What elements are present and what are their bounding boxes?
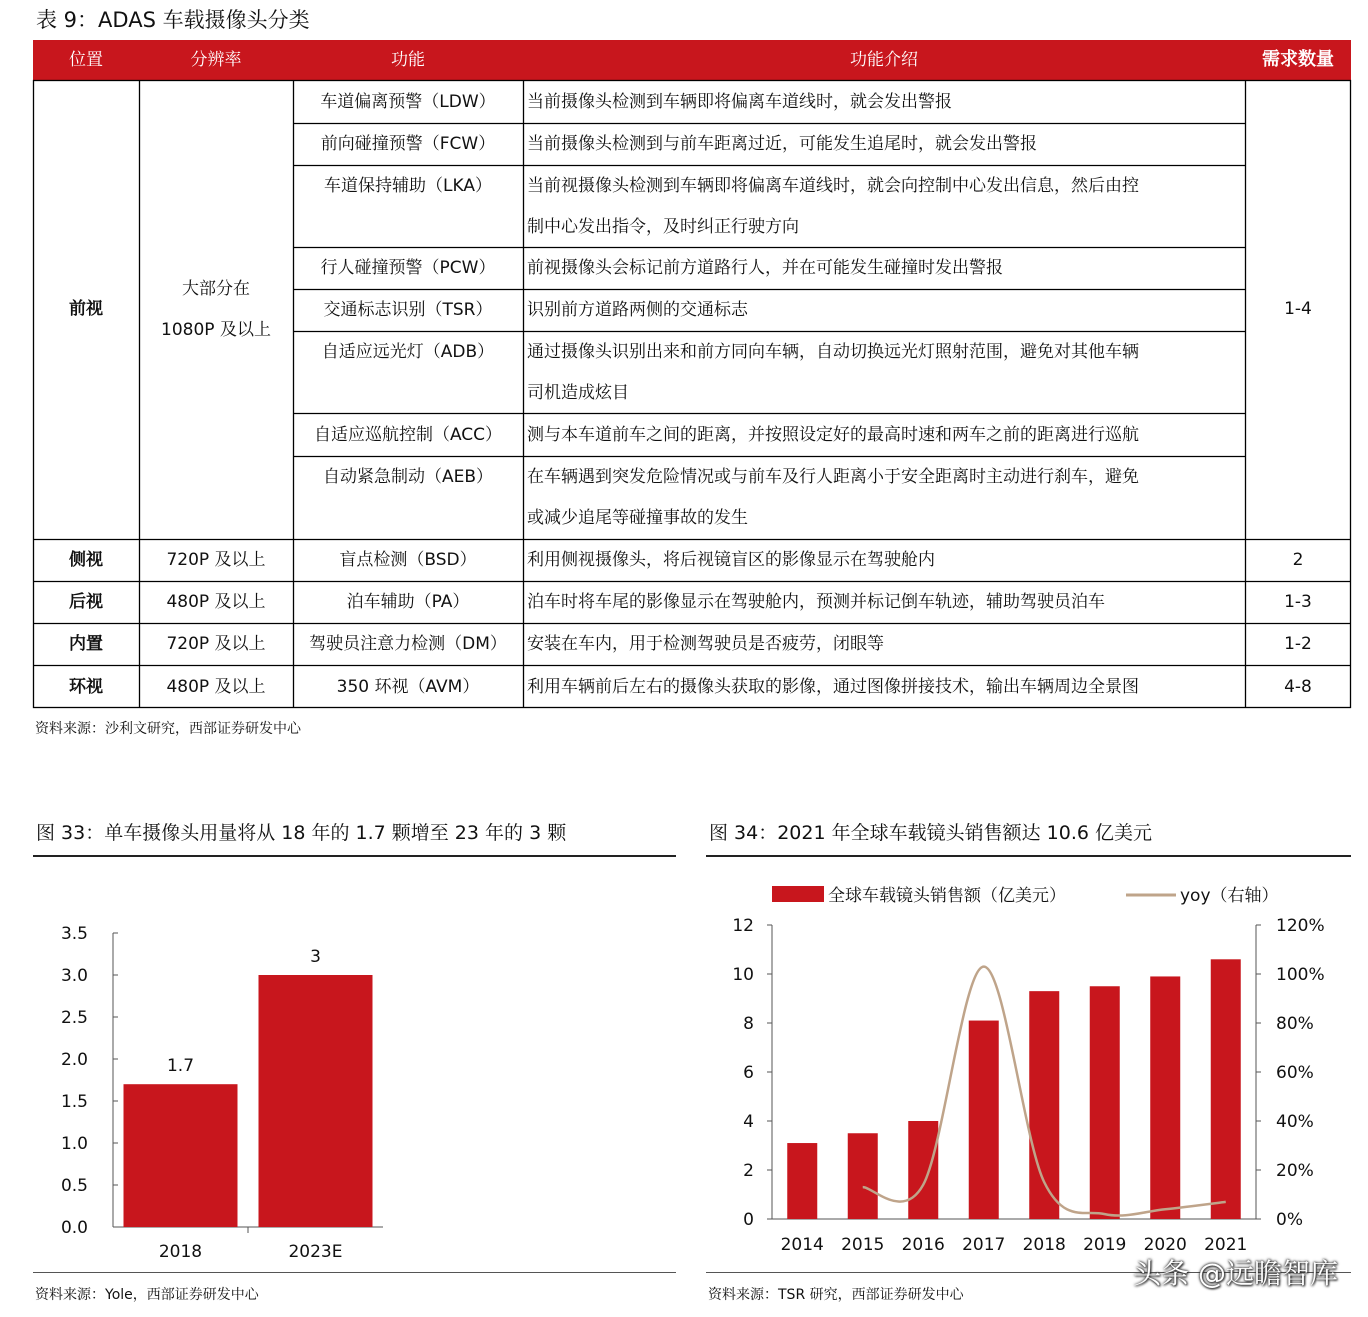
x-tick-label: 2019 bbox=[1083, 1235, 1127, 1255]
left-y-tick-label: 12 bbox=[732, 916, 754, 936]
desc-cell: 当前摄像头检测到与前车距离过近，可能发生追尾时，就会发出警报 bbox=[527, 134, 1037, 154]
position-cell: 侧视 bbox=[69, 550, 103, 570]
y-tick-label: 2.0 bbox=[60, 1050, 88, 1070]
function-cell: 行人碰撞预警（PCW） bbox=[320, 258, 496, 278]
legend-label-bar: 全球车载镜头销售额（亿美元） bbox=[828, 886, 1066, 906]
resolution-line: 大部分在 bbox=[182, 278, 250, 299]
right-y-tick-label: 120% bbox=[1276, 916, 1325, 936]
x-tick-label: 2016 bbox=[901, 1235, 945, 1255]
desc-line: 制中心发出指令，及时纠正行驶方向 bbox=[527, 216, 799, 237]
right-y-tick-label: 100% bbox=[1276, 965, 1325, 985]
figure33-chart bbox=[33, 860, 676, 1270]
left-y-tick-label: 10 bbox=[732, 965, 754, 985]
right-y-tick-label: 40% bbox=[1276, 1112, 1314, 1132]
x-tick-label: 2021 bbox=[1204, 1235, 1248, 1255]
bar bbox=[969, 1021, 999, 1219]
figure34-source: 资料来源：TSR 研究，西部证券研发中心 bbox=[708, 1287, 964, 1303]
position-cell: 内置 bbox=[69, 634, 103, 654]
figure33-title: 图 33：单车摄像头用量将从 18 年的 1.7 颗增至 23 年的 3 颗 bbox=[36, 822, 567, 844]
bar bbox=[1090, 986, 1120, 1219]
demand-cell: 2 bbox=[1292, 550, 1304, 570]
x-tick-label: 2023E bbox=[288, 1242, 343, 1262]
resolution-cell bbox=[139, 80, 293, 539]
x-tick-label: 2020 bbox=[1143, 1235, 1187, 1255]
desc-cell: 前视摄像头会标记前方道路行人，并在可能发生碰撞时发出警报 bbox=[527, 258, 1003, 278]
desc-line: 或减少追尾等碰撞事故的发生 bbox=[527, 508, 748, 528]
right-y-tick-label: 60% bbox=[1276, 1063, 1314, 1083]
bar bbox=[1211, 959, 1241, 1219]
resolution-cell: 720P 及以上 bbox=[166, 550, 266, 570]
function-cell: 前向碰撞预警（FCW） bbox=[320, 134, 496, 154]
y-tick-label: 0.5 bbox=[60, 1176, 88, 1196]
y-tick-label: 1.5 bbox=[60, 1092, 88, 1112]
header-function-desc: 功能介绍 bbox=[850, 50, 918, 70]
header-position: 位置 bbox=[69, 50, 103, 70]
desc-cell: 当前摄像头检测到车辆即将偏离车道线时，就会发出警报 bbox=[527, 91, 952, 112]
function-cell: 驾驶员注意力检测（DM） bbox=[309, 634, 507, 654]
x-tick-label: 2015 bbox=[841, 1235, 885, 1255]
desc-cell: 识别前方道路两侧的交通标志 bbox=[527, 300, 748, 320]
y-tick-label: 1.0 bbox=[60, 1134, 88, 1154]
figure34-title: 图 34：2021 年全球车载镜头销售额达 10.6 亿美元 bbox=[709, 822, 1152, 844]
resolution-cell: 480P 及以上 bbox=[166, 676, 266, 697]
bar bbox=[1150, 976, 1180, 1219]
header-function: 功能 bbox=[391, 50, 425, 70]
right-y-tick-label: 20% bbox=[1276, 1161, 1314, 1181]
bar bbox=[908, 1121, 938, 1219]
figure33-bottom-rule bbox=[33, 1272, 676, 1273]
function-cell: 350 环视（AVM） bbox=[336, 676, 480, 697]
bar bbox=[787, 1143, 817, 1219]
x-tick-label: 2017 bbox=[962, 1235, 1006, 1255]
watermark-text: 头条 @远瞻智库 bbox=[1133, 1257, 1338, 1290]
position-cell: 环视 bbox=[69, 676, 103, 697]
header-demand: 需求数量 bbox=[1262, 49, 1334, 70]
right-y-tick-label: 0% bbox=[1276, 1210, 1303, 1230]
left-y-tick-label: 8 bbox=[743, 1014, 754, 1034]
function-cell: 交通标志识别（TSR） bbox=[323, 300, 493, 320]
bar bbox=[124, 1084, 238, 1227]
desc-cell: 利用侧视摄像头，将后视镜盲区的影像显示在驾驶舱内 bbox=[527, 550, 935, 570]
data-label: 3 bbox=[310, 947, 321, 967]
figure34-chart bbox=[706, 860, 1351, 1270]
function-cell: 自动紧急制动（AEB） bbox=[322, 467, 494, 487]
left-y-tick-label: 2 bbox=[743, 1161, 754, 1181]
x-tick-label: 2018 bbox=[158, 1242, 203, 1262]
function-cell: 自适应远光灯（ADB） bbox=[321, 342, 495, 362]
resolution-cell: 720P 及以上 bbox=[166, 634, 266, 654]
left-y-tick-label: 6 bbox=[743, 1063, 754, 1083]
resolution-line: 1080P 及以上 bbox=[161, 319, 271, 340]
function-cell: 泊车辅助（PA） bbox=[346, 592, 470, 612]
desc-cell bbox=[523, 166, 1245, 247]
x-tick-label: 2014 bbox=[780, 1235, 824, 1255]
left-y-tick-label: 0 bbox=[743, 1210, 754, 1230]
y-tick-label: 0.0 bbox=[60, 1218, 88, 1238]
function-cell: 自适应巡航控制（ACC） bbox=[313, 424, 503, 445]
function-cell: 盲点检测（BSD） bbox=[339, 550, 477, 570]
legend-label-line: yoy（右轴） bbox=[1180, 886, 1279, 906]
right-y-tick-label: 80% bbox=[1276, 1014, 1314, 1034]
desc-cell: 泊车时将车尾的影像显示在驾驶舱内，预测并标记倒车轨迹，辅助驾驶员泊车 bbox=[527, 592, 1105, 612]
desc-cell bbox=[523, 457, 1245, 539]
desc-line: 司机造成炫目 bbox=[527, 382, 629, 403]
desc-line: 当前视摄像头检测到车辆即将偏离车道线时，就会向控制中心发出信息，然后由控 bbox=[527, 175, 1139, 196]
desc-line: 通过摄像头识别出来和前方同向车辆，自动切换远光灯照射范围，避免对其他车辆 bbox=[527, 341, 1139, 362]
header-resolution: 分辨率 bbox=[190, 50, 242, 70]
demand-cell: 4-8 bbox=[1284, 676, 1312, 697]
figure33-source: 资料来源：Yole，西部证券研发中心 bbox=[35, 1287, 259, 1303]
function-cell: 车道保持辅助（LKA） bbox=[324, 176, 492, 196]
position-cell: 前视 bbox=[69, 299, 103, 319]
data-label: 1.7 bbox=[166, 1056, 195, 1077]
y-tick-label: 2.5 bbox=[60, 1008, 88, 1028]
left-y-tick-label: 4 bbox=[743, 1112, 754, 1132]
table-title: 表 9：ADAS 车载摄像头分类 bbox=[36, 8, 310, 32]
bar bbox=[259, 975, 373, 1227]
demand-cell: 1-2 bbox=[1284, 634, 1312, 654]
demand-cell: 1-3 bbox=[1284, 592, 1312, 612]
position-cell: 后视 bbox=[69, 592, 103, 612]
resolution-cell: 480P 及以上 bbox=[166, 592, 266, 612]
desc-line: 在车辆遇到突发危险情况或与前车及行人距离小于安全距离时主动进行刹车，避免 bbox=[527, 467, 1139, 487]
function-cell: 车道偏离预警（LDW） bbox=[320, 91, 496, 112]
desc-cell: 利用车辆前后左右的摄像头获取的影像，通过图像拼接技术，输出车辆周边全景图 bbox=[527, 676, 1139, 697]
y-tick-label: 3.0 bbox=[60, 966, 88, 986]
desc-cell: 测与本车道前车之间的距离，并按照设定好的最高时速和两车之前的距离进行巡航 bbox=[527, 424, 1139, 445]
legend-swatch-bar bbox=[772, 886, 824, 902]
x-tick-label: 2018 bbox=[1022, 1235, 1066, 1255]
table-source: 资料来源：沙利文研究，西部证券研发中心 bbox=[35, 721, 301, 737]
desc-cell: 安装在车内，用于检测驾驶员是否疲劳，闭眼等 bbox=[527, 634, 884, 654]
y-tick-label: 3.5 bbox=[60, 924, 88, 944]
figure33-rule bbox=[33, 855, 676, 857]
demand-cell: 1-4 bbox=[1284, 299, 1312, 319]
figure34-rule bbox=[706, 855, 1351, 857]
bar bbox=[848, 1133, 878, 1219]
desc-cell bbox=[523, 332, 1245, 413]
